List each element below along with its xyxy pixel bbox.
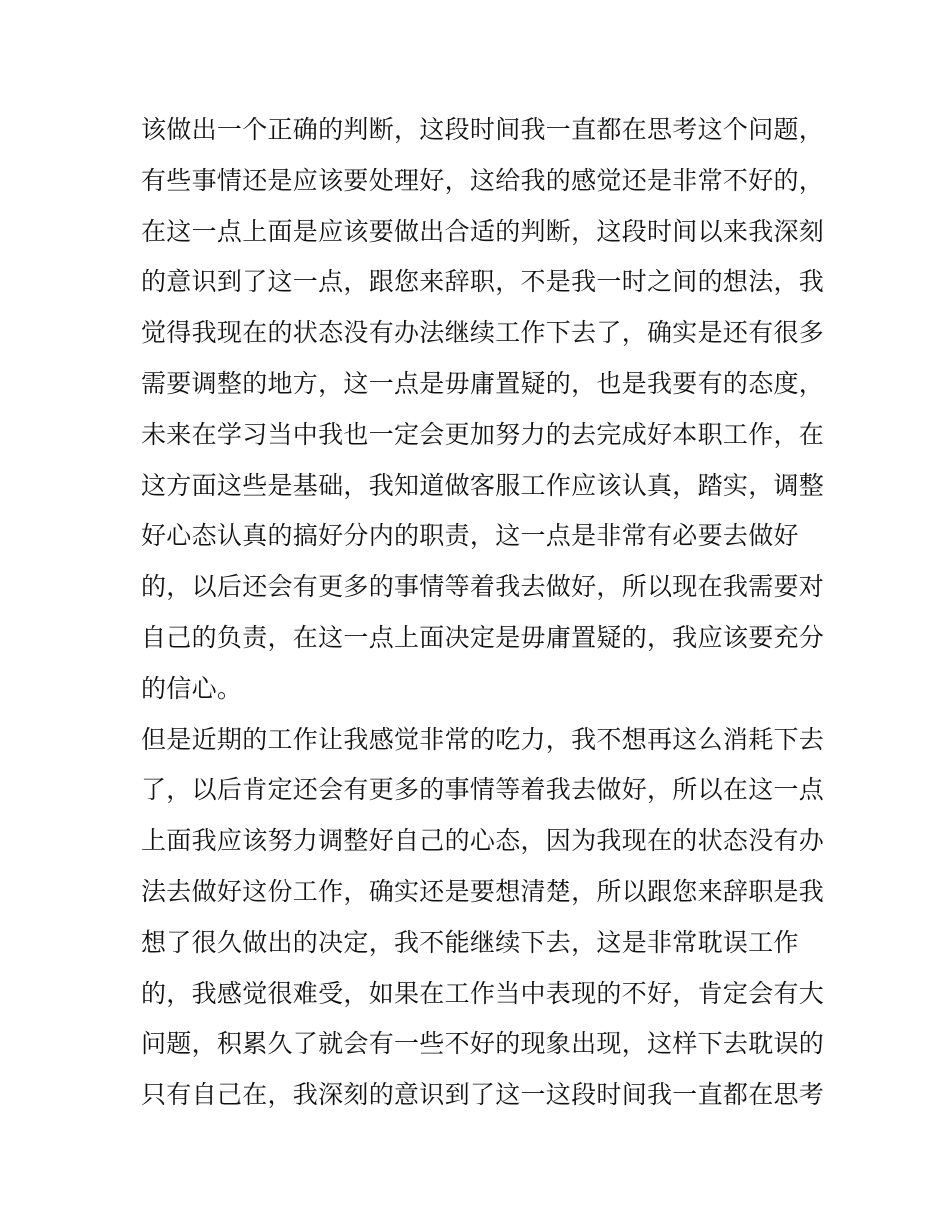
text-line: 的信心。 bbox=[141, 673, 243, 703]
text-line: 自己的负责，在这一点上面决定是毋庸置疑的，我应该要充分 bbox=[141, 622, 825, 652]
text-line: 了，以后肯定还会有更多的事情等着我去做好，所以在这一点 bbox=[141, 775, 825, 805]
text-line: 只有自己在，我深刻的意识到了这一这段时间我一直都在思考 bbox=[141, 1080, 825, 1110]
text-line: 这方面这些是基础，我知道做客服工作应该认真，踏实，调整 bbox=[141, 470, 825, 500]
text-line: 的，以后还会有更多的事情等着我去做好，所以现在我需要对 bbox=[141, 572, 825, 602]
body-text bbox=[141, 105, 825, 1121]
text-line: 该做出一个正确的判断，这段时间我一直都在思考这个问题， bbox=[141, 115, 825, 144]
text-line: 上面我应该努力调整好自己的心态，因为我现在的状态没有办 bbox=[141, 826, 825, 856]
text-line: 觉得我现在的状态没有办法继续工作下去了，确实是还有很多 bbox=[141, 318, 825, 348]
text-line: 问题，积累久了就会有一些不好的现象出现，这样下去耽误的 bbox=[141, 1029, 825, 1059]
text-line: 法去做好这份工作，确实还是要想清楚，所以跟您来辞职是我 bbox=[141, 876, 825, 906]
text-line: 有些事情还是应该要处理好，这给我的感觉还是非常不好的， bbox=[141, 165, 825, 195]
text-line: 在这一点上面是应该要做出合适的判断，这段时间以来我深刻 bbox=[141, 216, 825, 246]
text-line: 的，我感觉很难受，如果在工作当中表现的不好，肯定会有大 bbox=[141, 978, 825, 1008]
text-line: 想了很久做出的决定，我不能继续下去，这是非常耽误工作 bbox=[141, 927, 799, 957]
text-line: 未来在学习当中我也一定会更加努力的去完成好本职工作，在 bbox=[141, 419, 825, 449]
text-line: 但是近期的工作让我感觉非常的吃力，我不想再这么消耗下去 bbox=[141, 724, 825, 754]
text-line: 需要调整的地方，这一点是毋庸置疑的，也是我要有的态度， bbox=[141, 368, 825, 398]
text-line: 的意识到了这一点，跟您来辞职，不是我一时之间的想法，我 bbox=[141, 267, 825, 297]
text-line: 好心态认真的搞好分内的职责，这一点是非常有必要去做好 bbox=[141, 521, 799, 551]
